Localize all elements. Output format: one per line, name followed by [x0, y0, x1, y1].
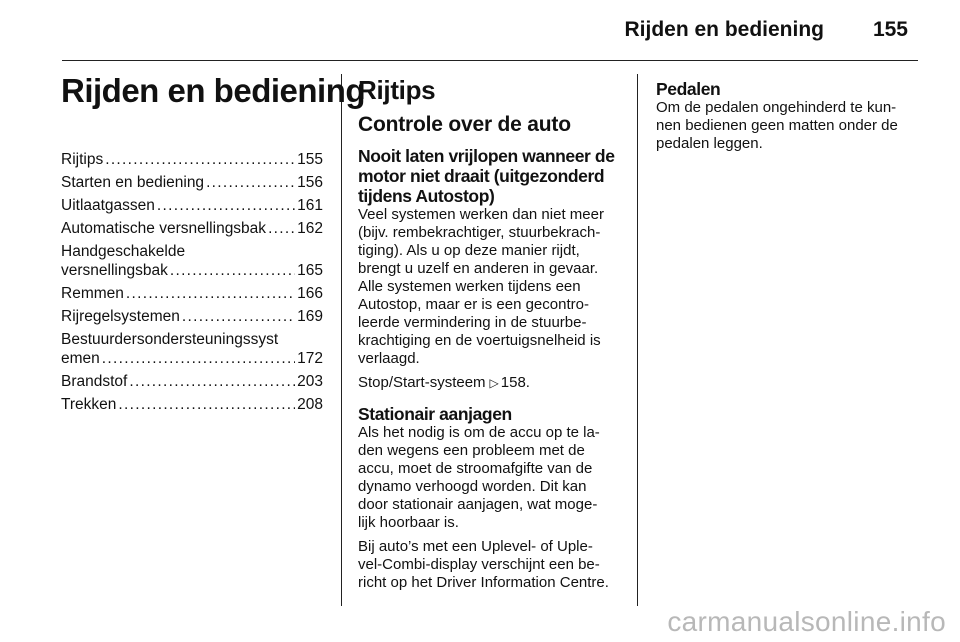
topic-heading-stationair: Stationair aanjagen	[358, 404, 512, 424]
toc-entry-starten[interactable]: Starten en bediening . . . 156	[61, 173, 323, 192]
toc-entry-rijtips[interactable]: Rijtips . . . 155	[61, 150, 323, 169]
main-column	[358, 74, 624, 598]
paragraph-stationair-1: Als het nodig is om de accu op te la- den wegens een probleem met de accu, moet de stroomafgifte van de dynamo verhoogd worden. Dit kan door stationair aanjagen, wat moge- lijk hoorbaar is.	[358, 424, 600, 531]
toc-entry-uitlaatgassen[interactable]: Uitlaatgassen . . . 161	[61, 196, 323, 215]
paragraph-vrijlopen: Veel systemen werken dan niet meer (bijv. rembekrachtiger, stuurbekrach- tiging). Als u op deze manier rijdt, brengt u uzelf en anderen in gevaar. Alle systemen werken tijdens een Autostop, maar er is een gecontro- leerde vermindering in de stuurbe- krachtiging en de voertuigsnelheid is verlaagd.	[358, 206, 604, 367]
paragraph-stationair-2: Bij auto’s met een Uplevel- of Uple- vel-Combi-display verschijnt een be- richt op het Driver Information Centre.	[358, 538, 609, 591]
topic-heading-pedalen: Pedalen	[656, 79, 721, 99]
toc-entry-trekken[interactable]: Trekken . . . 208	[61, 395, 323, 414]
watermark: carmanualsonline.info	[667, 606, 946, 637]
column-divider-1	[341, 74, 342, 606]
toc-entry-remmen[interactable]: Remmen . . . 166	[61, 284, 323, 303]
cross-reference-stop-start[interactable]: Stop/Start-systeem ▷ 158.	[358, 374, 530, 391]
topic-heading-vrijlopen: Nooit laten vrijlopen wanneer de motor niet draait (uitgezonderd tijdens Autostop)	[358, 146, 615, 206]
running-head	[0, 18, 908, 48]
toc-entry-bestuurdersondersteuning[interactable]: Bestuurdersondersteuningssyst emen . . . 172	[61, 330, 323, 368]
toc-entry-brandstof[interactable]: Brandstof . . . 203	[61, 372, 323, 391]
toc-entry-automatische[interactable]: Automatische versnellingsbak . . . 162	[61, 219, 323, 238]
column-divider-2	[637, 74, 638, 606]
header-rule	[62, 60, 918, 61]
toc-entry-rijregelsystemen[interactable]: Rijregelsystemen . . . 169	[61, 307, 323, 326]
page-number: 155	[872, 18, 908, 41]
section-subtitle: Controle over de auto	[358, 113, 571, 136]
toc-entry-handgeschakelde[interactable]: Handgeschakelde versnellingsbak . . . 165	[61, 242, 323, 280]
right-column	[656, 79, 924, 159]
table-of-contents	[61, 150, 323, 418]
page-reference-triangle-icon: ▷	[489, 376, 499, 390]
chapter-title: Rijden en bediening	[61, 72, 366, 109]
running-head-title: Rijden en bediening	[624, 18, 824, 41]
paragraph-pedalen: Om de pedalen ongehinderd te kun- nen bedienen geen matten onder de pedalen leggen.	[656, 99, 898, 152]
section-title: Rijtips	[358, 75, 436, 105]
